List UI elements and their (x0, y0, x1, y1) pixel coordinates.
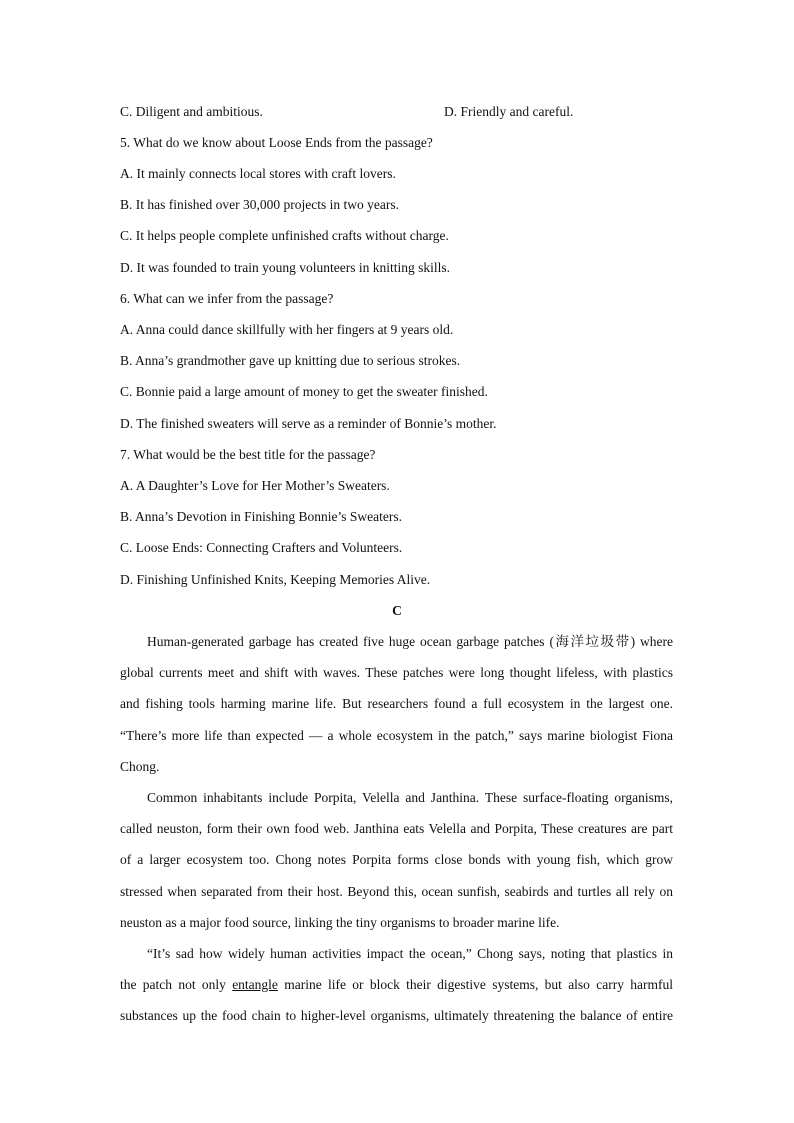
paragraph-1-line: Chong. (120, 759, 160, 774)
q6-option-d: D. The finished sweaters will serve as a reminder of Bonnie’s mother. (120, 416, 497, 431)
q6-stem: 6. What can we infer from the passage? (120, 291, 334, 306)
q5-option-c: C. It helps people complete unfinished crafts without charge. (120, 228, 449, 243)
paragraph-3-line (120, 977, 673, 993)
paragraph-3-text: marine life or block their digestive systems, but also carry harmful (277, 977, 673, 992)
q7-option-d: D. Finishing Unfinished Knits, Keeping Memories Alive. (120, 572, 431, 587)
paragraph-1-line: global currents meet and shift with waves. These patches were long thought lifeless, with plastics (120, 665, 673, 680)
q7-option-b: B. Anna’s Devotion in Finishing Bonnie’s Sweaters. (120, 509, 402, 524)
q5-option-a: A. It mainly connects local stores with craft lovers. (120, 166, 396, 181)
q7-option-c: C. Loose Ends: Connecting Crafters and Volunteers. (120, 540, 403, 555)
paragraph-3-line: “It’s sad how widely human activities impact the ocean,” Chong says, noting that plastics in (147, 946, 673, 961)
paragraph-1-line: “There’s more life than expected — a whole ecosystem in the patch,” says marine biologist Fiona (120, 728, 673, 743)
underlined-word: entangle (232, 977, 278, 992)
paragraph-3-text: the patch not only (120, 977, 233, 992)
paragraph-3-line: substances up the food chain to higher-level organisms, ultimately threatening the balance of entire (120, 1008, 673, 1023)
q4-option-d: D. Friendly and careful. (444, 104, 574, 119)
q7-stem: 7. What would be the best title for the passage? (120, 447, 376, 462)
paragraph-2-line: Common inhabitants include Porpita, Velella and Janthina. These surface-floating organisms, (147, 790, 673, 805)
q6-option-b: B. Anna’s grandmother gave up knitting due to serious strokes. (120, 353, 461, 368)
paragraph-1-line: Human-generated garbage has created five huge ocean garbage patches (海洋垃圾带) where (147, 634, 673, 649)
q6-option-a: A. Anna could dance skillfully with her fingers at 9 years old. (120, 322, 454, 337)
q5-option-b: B. It has finished over 30,000 projects in two years. (120, 197, 399, 212)
paragraph-1-line: and fishing tools harming marine life. But researchers found a full ecosystem in the largest one. (120, 696, 673, 711)
paragraph-2-line: of a larger ecosystem too. Chong notes Porpita forms close bonds with young fish, which grow (120, 852, 673, 867)
paragraph-2-line: neuston as a major food source, linking the tiny organisms to broader marine life. (120, 915, 560, 930)
paragraph-2-line: stressed when separated from their host. Beyond this, ocean sunfish, seabirds and turtles all rely on (120, 884, 673, 899)
q7-option-a: A. A Daughter’s Love for Her Mother’s Sweaters. (120, 478, 390, 493)
q6-option-c: C. Bonnie paid a large amount of money to get the sweater finished. (120, 384, 488, 399)
q5-stem: 5. What do we know about Loose Ends from the passage? (120, 135, 433, 150)
section-heading: C (392, 603, 402, 618)
q5-option-d: D. It was founded to train young volunteers in knitting skills. (120, 260, 450, 275)
q4-option-c: C. Diligent and ambitious. (120, 104, 263, 119)
paragraph-2-line: called neuston, form their own food web. Janthina eats Velella and Porpita, These creatures are part (120, 821, 673, 836)
